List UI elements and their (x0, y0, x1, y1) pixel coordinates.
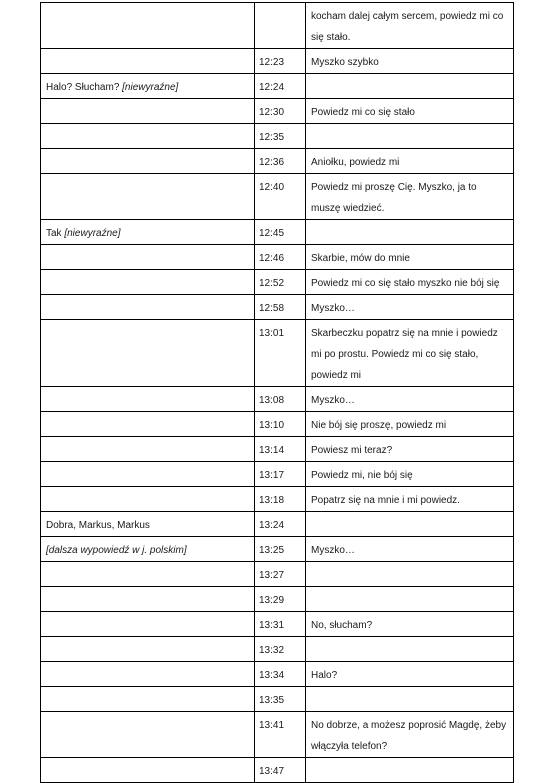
time-cell (255, 437, 306, 462)
speaker-line (46, 565, 250, 586)
utterance-cell (306, 245, 514, 270)
time-cell (255, 320, 306, 387)
speaker-line (46, 615, 250, 636)
utterance-cell (306, 562, 514, 587)
time-cell (255, 512, 306, 537)
utterance-cell (306, 437, 514, 462)
utterance-cell (306, 662, 514, 687)
utterance-cell (306, 3, 514, 49)
speaker-cell (41, 270, 255, 295)
speaker-line (46, 640, 250, 661)
transcript-row (41, 3, 514, 49)
timestamp: 13:35 (259, 695, 285, 706)
speaker-line (46, 665, 250, 686)
utterance-cell (306, 320, 514, 387)
transcript-row (41, 587, 514, 612)
utterance-cell (306, 99, 514, 124)
speaker-line (46, 152, 250, 173)
time-cell (255, 220, 306, 245)
utterance-line: Powiedz mi co się stało (311, 107, 415, 118)
timestamp: 12:24 (259, 82, 285, 93)
utterance-cell (306, 512, 514, 537)
speaker-line (46, 715, 250, 736)
timestamp: 12:58 (259, 303, 285, 314)
transcript-row (41, 437, 514, 462)
time-cell (255, 3, 306, 49)
time-cell (255, 562, 306, 587)
time-cell (255, 758, 306, 783)
time-cell (255, 270, 306, 295)
time-cell (255, 462, 306, 487)
transcript-row (41, 712, 514, 758)
time-cell (255, 662, 306, 687)
transcript-row (41, 220, 514, 245)
timestamp: 12:23 (259, 57, 285, 68)
speaker-cell (41, 99, 255, 124)
time-cell (255, 245, 306, 270)
speaker-annotation: [dalsza wypowiedź w j. polskim] (46, 545, 187, 556)
speaker-cell (41, 3, 255, 49)
timestamp: 13:41 (259, 720, 285, 731)
time-cell (255, 124, 306, 149)
utterance-cell (306, 687, 514, 712)
time-cell (255, 637, 306, 662)
utterance-line: Halo? (311, 670, 338, 681)
speaker-cell (41, 537, 255, 562)
utterance-line: Myszko… (311, 303, 355, 314)
speaker-annotation: [niewyraźne] (122, 82, 179, 93)
transcript-row (41, 74, 514, 99)
timestamp: 13:25 (259, 545, 285, 556)
speaker-line (46, 6, 250, 27)
utterance-line: No dobrze, a możesz poprosić Magdę, żeby (311, 720, 507, 731)
speaker-line (46, 761, 250, 782)
utterance-line: kocham dalej całym sercem, powiedz mi co (311, 11, 504, 22)
speaker-line (46, 390, 250, 411)
timestamp: 13:31 (259, 620, 285, 631)
speaker-text: Tak (46, 228, 65, 239)
utterance-cell (306, 149, 514, 174)
utterance-cell (306, 270, 514, 295)
utterance-cell (306, 462, 514, 487)
utterance-cell (306, 758, 514, 783)
speaker-cell (41, 124, 255, 149)
speaker-cell (41, 49, 255, 74)
timestamp: 13:10 (259, 420, 285, 431)
speaker-line (46, 273, 250, 294)
speaker-cell (41, 462, 255, 487)
utterance-line: Aniołku, powiedz mi (311, 157, 400, 168)
utterance-cell (306, 124, 514, 149)
utterance-line (311, 640, 509, 661)
speaker-cell (41, 662, 255, 687)
time-cell (255, 174, 306, 220)
speaker-line (46, 590, 250, 611)
utterance-line: Skarbie, mów do mnie (311, 253, 410, 264)
speaker-cell (41, 437, 255, 462)
speaker-cell (41, 220, 255, 245)
time-cell (255, 612, 306, 637)
time-cell (255, 99, 306, 124)
speaker-line (46, 248, 250, 269)
timestamp: 12:30 (259, 107, 285, 118)
transcript-row (41, 512, 514, 537)
utterance-line: Myszko… (311, 395, 355, 406)
utterance-cell (306, 712, 514, 758)
speaker-cell (41, 487, 255, 512)
timestamp: 13:14 (259, 445, 285, 456)
utterance-cell (306, 612, 514, 637)
speaker-line (46, 223, 250, 244)
speaker-text: Halo? Słucham? (46, 82, 123, 93)
transcript-row (41, 758, 514, 783)
timestamp: 13:32 (259, 645, 285, 656)
transcript-row (41, 687, 514, 712)
utterance-line (311, 690, 509, 711)
timestamp: 12:36 (259, 157, 285, 168)
speaker-line (46, 323, 250, 344)
transcript-row (41, 662, 514, 687)
utterance-cell (306, 74, 514, 99)
utterance-line (311, 590, 509, 611)
speaker-line (46, 515, 250, 536)
transcript-row (41, 537, 514, 562)
utterance-cell (306, 587, 514, 612)
speaker-line (46, 690, 250, 711)
time-cell (255, 487, 306, 512)
speaker-cell (41, 295, 255, 320)
utterance-line: Powiedz mi, nie bój się (311, 470, 413, 481)
transcript-row (41, 387, 514, 412)
speaker-cell (41, 637, 255, 662)
utterance-line: Myszko… (311, 545, 355, 556)
utterance-cell (306, 49, 514, 74)
speaker-cell (41, 712, 255, 758)
speaker-line (46, 127, 250, 148)
speaker-cell (41, 74, 255, 99)
time-cell (255, 149, 306, 174)
timestamp: 12:35 (259, 132, 285, 143)
timestamp: 13:34 (259, 670, 285, 681)
speaker-cell (41, 149, 255, 174)
speaker-cell (41, 612, 255, 637)
timestamp: 13:24 (259, 520, 285, 531)
timestamp: 13:01 (259, 328, 285, 339)
transcript-row (41, 487, 514, 512)
timestamp: 12:52 (259, 278, 285, 289)
speaker-cell (41, 587, 255, 612)
utterance-cell (306, 295, 514, 320)
speaker-cell (41, 245, 255, 270)
speaker-cell (41, 562, 255, 587)
speaker-line (46, 298, 250, 319)
speaker-annotation: [niewyraźne] (64, 228, 121, 239)
utterance-line: Myszko szybko (311, 57, 379, 68)
utterance-line: Powiesz mi teraz? (311, 445, 393, 456)
utterance-line: Powiedz mi co się stało myszko nie bój się (311, 278, 500, 289)
speaker-line (46, 102, 250, 123)
transcript-row (41, 245, 514, 270)
time-cell (255, 49, 306, 74)
speaker-cell (41, 174, 255, 220)
utterance-cell (306, 387, 514, 412)
time-cell (255, 295, 306, 320)
speaker-cell (41, 412, 255, 437)
timestamp: 13:29 (259, 595, 285, 606)
timestamp: 12:40 (259, 182, 285, 193)
transcript-row (41, 637, 514, 662)
utterance-line (311, 223, 509, 244)
utterance-line (311, 515, 509, 536)
transcript-row (41, 49, 514, 74)
time-cell (255, 587, 306, 612)
utterance-cell (306, 174, 514, 220)
utterance-line: muszę wiedzieć. (311, 203, 385, 214)
utterance-line: Skarbeczku popatrz się na mnie i powiedz (311, 328, 498, 339)
transcript-row (41, 270, 514, 295)
utterance-cell (306, 637, 514, 662)
transcript-row (41, 612, 514, 637)
utterance-line: Nie bój się proszę, powiedz mi (311, 420, 447, 431)
timestamp (259, 6, 301, 27)
transcript-row (41, 412, 514, 437)
utterance-cell (306, 220, 514, 245)
timestamp: 13:27 (259, 570, 285, 581)
utterance-cell (306, 412, 514, 437)
timestamp: 13:08 (259, 395, 285, 406)
utterance-line (311, 565, 509, 586)
time-cell (255, 387, 306, 412)
utterance-line: No, słucham? (311, 620, 373, 631)
transcript-row (41, 174, 514, 220)
utterance-line: Popatrz się na mnie i mi powiedz. (311, 495, 460, 506)
speaker-cell (41, 687, 255, 712)
transcript-row (41, 295, 514, 320)
time-cell (255, 74, 306, 99)
utterance-line (311, 127, 509, 148)
utterance-line: się stało. (311, 32, 351, 43)
utterance-line: mi po prostu. Powiedz mi co się stało, (311, 349, 479, 360)
speaker-line (46, 540, 250, 561)
transcript-table (40, 2, 514, 783)
utterance-cell (306, 537, 514, 562)
speaker-text: Dobra, Markus, Markus (46, 520, 150, 531)
transcript-row (41, 320, 514, 387)
utterance-line: włączyła telefon? (311, 741, 388, 752)
speaker-cell (41, 387, 255, 412)
speaker-cell (41, 758, 255, 783)
speaker-line (46, 490, 250, 511)
speaker-line (46, 465, 250, 486)
utterance-line: powiedz mi (311, 370, 362, 381)
transcript-row (41, 124, 514, 149)
time-cell (255, 412, 306, 437)
utterance-line: Powiedz mi proszę Cię. Myszko, ja to (311, 182, 477, 193)
utterance-cell (306, 487, 514, 512)
speaker-line (46, 177, 250, 198)
transcript-row (41, 462, 514, 487)
speaker-cell (41, 320, 255, 387)
speaker-line (46, 440, 250, 461)
transcript-row (41, 562, 514, 587)
speaker-line (46, 415, 250, 436)
transcript-body (41, 3, 514, 783)
speaker-line (46, 77, 250, 98)
timestamp: 12:45 (259, 228, 285, 239)
timestamp: 13:18 (259, 495, 285, 506)
timestamp: 12:46 (259, 253, 285, 264)
speaker-line (46, 52, 250, 73)
transcript-row (41, 149, 514, 174)
transcript-row (41, 99, 514, 124)
timestamp: 13:17 (259, 470, 285, 481)
time-cell (255, 712, 306, 758)
time-cell (255, 687, 306, 712)
speaker-cell (41, 512, 255, 537)
utterance-line (311, 77, 509, 98)
time-cell (255, 537, 306, 562)
utterance-line (311, 761, 509, 782)
timestamp: 13:47 (259, 766, 285, 777)
